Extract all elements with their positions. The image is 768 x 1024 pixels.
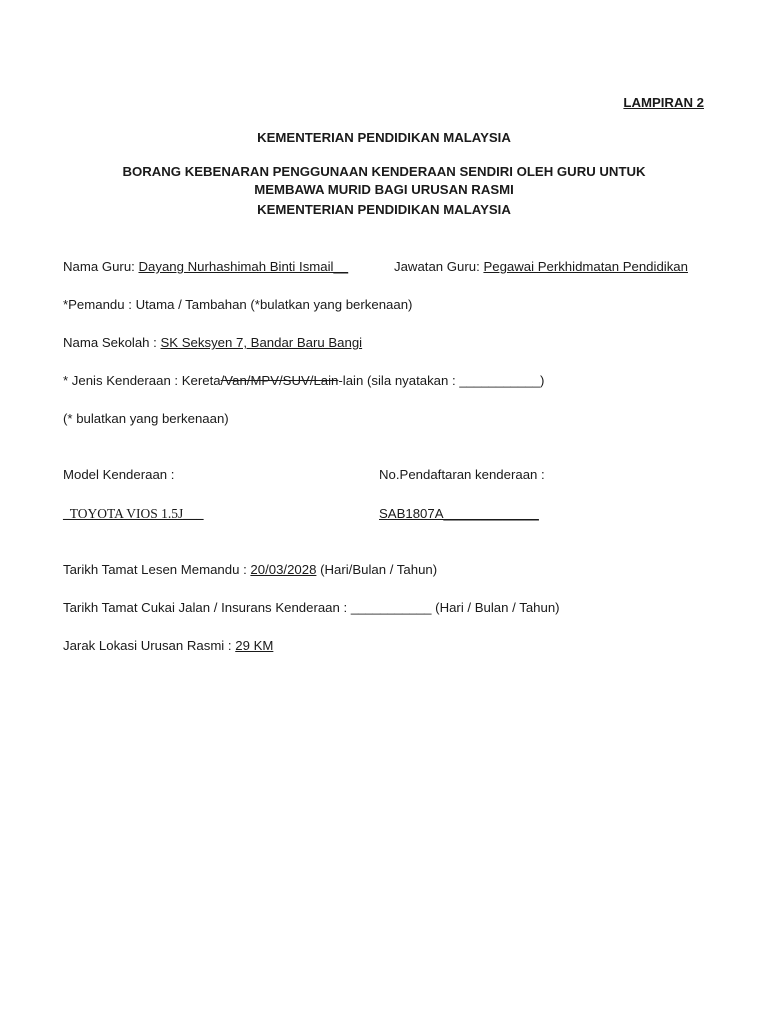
driver-line: *Pemandu : Utama / Tambahan (*bulatkan yang berkenaan) [63, 297, 413, 312]
distance-label: Jarak Lokasi Urusan Rasmi : [63, 638, 236, 653]
school-row [63, 334, 362, 352]
form-title-line-1: BORANG KEBENARAN PENGGUNAAN KENDERAAN SENDIRI OLEH GURU UNTUK [122, 164, 646, 179]
registration-label: No.Pendaftaran kenderaan : [379, 467, 545, 482]
distance-row [63, 637, 273, 655]
license-expiry-format: (Hari/Bulan / Tahun) [316, 562, 438, 577]
form-title-line-3: KEMENTERIAN PENDIDIKAN MALAYSIA [257, 202, 511, 217]
position-value: Pegawai Perkhidmatan Pendidikan [483, 259, 688, 274]
distance-value: 29 KM [235, 638, 274, 653]
vehicle-type-struck: /Van/MPV/SUV/Lain [220, 373, 339, 388]
registration-value: SAB1807A_____________ [379, 506, 539, 521]
model-label: Model Kenderaan : [63, 467, 175, 482]
position-row [394, 258, 688, 276]
license-expiry-value: 20/03/2028 [250, 562, 317, 577]
appendix-label: LAMPIRAN 2 [623, 95, 704, 110]
license-expiry-row [63, 561, 437, 579]
school-value: SK Seksyen 7, Bandar Baru Bangi [160, 335, 363, 350]
teacher-name-value: Dayang Nurhashimah Binti Ismail__ [138, 259, 349, 274]
vehicle-type-rest: -lain (sila nyatakan : ___________) [338, 373, 545, 388]
vehicle-type-row [63, 372, 544, 390]
model-value: _TOYOTA VIOS 1.5J___ [63, 506, 204, 521]
position-label: Jawatan Guru: [394, 259, 484, 274]
license-expiry-label: Tarikh Tamat Lesen Memandu : [63, 562, 251, 577]
form-title-line-2: MEMBAWA MURID BAGI URUSAN RASMI [254, 182, 514, 197]
ministry-heading: KEMENTERIAN PENDIDIKAN MALAYSIA [257, 130, 511, 145]
road-tax-line: Tarikh Tamat Cukai Jalan / Insurans Kenderaan : ___________ (Hari / Bulan / Tahun) [63, 600, 560, 615]
circle-note: (* bulatkan yang berkenaan) [63, 411, 229, 426]
teacher-name-row [63, 258, 348, 276]
teacher-name-label: Nama Guru: [63, 259, 139, 274]
vehicle-type-label: * Jenis Kenderaan : Kereta [63, 373, 221, 388]
school-label: Nama Sekolah : [63, 335, 161, 350]
